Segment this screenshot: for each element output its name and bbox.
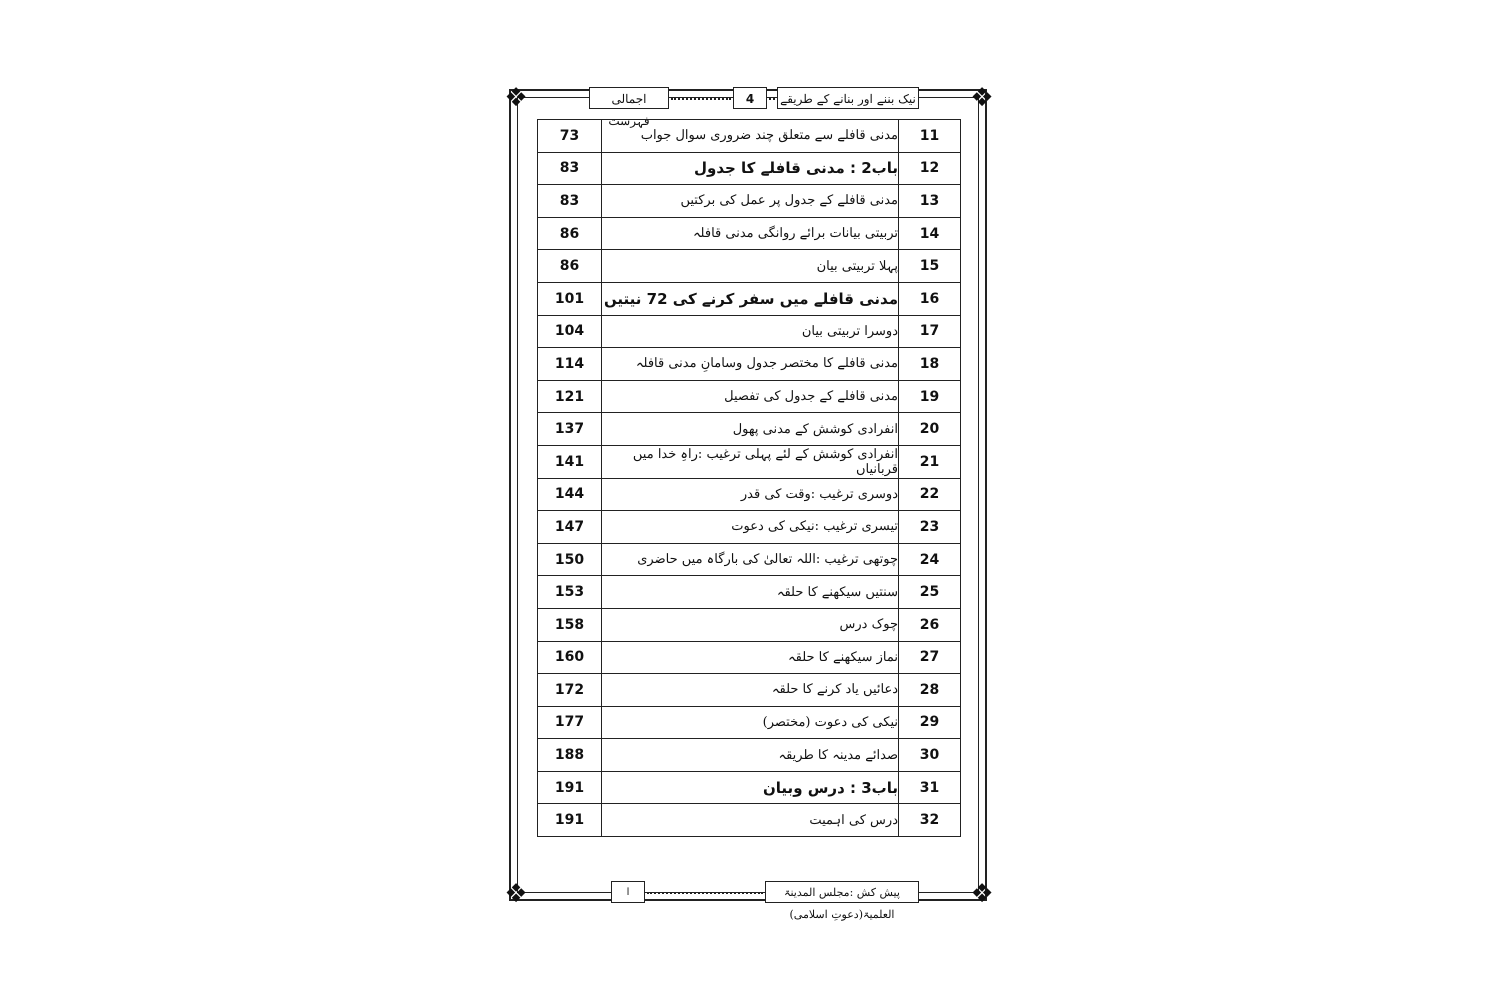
toc-row	[538, 152, 961, 185]
toc-title: صدائے مدینہ کا طریقہ	[602, 739, 899, 772]
toc-serial-number: 27	[899, 641, 961, 674]
toc-row	[538, 739, 961, 772]
toc-serial-number: 26	[899, 608, 961, 641]
book-page	[503, 83, 995, 921]
toc-title: مدنی قافلے کے جدول پر عمل کی برکتیں	[602, 185, 899, 218]
toc-serial-number: 21	[899, 445, 961, 478]
corner-ornament-icon: ❖	[504, 83, 528, 113]
toc-title: مدنی قافلے سے متعلق چند ضروری سوال جواب	[602, 120, 899, 153]
toc-serial-number: 30	[899, 739, 961, 772]
toc-page-number: 177	[538, 706, 602, 739]
toc-serial-number: 31	[899, 771, 961, 804]
toc-row	[538, 348, 961, 381]
toc-row	[538, 543, 961, 576]
toc-title: مدنی قافلے کا مختصر جدول وسامانِ مدنی قافلہ	[602, 348, 899, 381]
toc-page-number: 153	[538, 576, 602, 609]
page-header	[589, 87, 919, 128]
toc-page-number: 86	[538, 250, 602, 283]
toc-page-number: 150	[538, 543, 602, 576]
toc-page-number: 101	[538, 282, 602, 315]
toc-page-number: 83	[538, 185, 602, 218]
toc-page-number: 86	[538, 217, 602, 250]
toc-row	[538, 380, 961, 413]
footer-divider	[647, 892, 763, 894]
toc-serial-number: 22	[899, 478, 961, 511]
toc-serial-number: 15	[899, 250, 961, 283]
toc-page-number: 137	[538, 413, 602, 446]
header-divider	[671, 98, 731, 100]
page-footer	[589, 881, 919, 921]
toc-serial-number: 19	[899, 380, 961, 413]
toc-page-number: 121	[538, 380, 602, 413]
toc-title: انفرادی کوشش کے لئے پہلی ترغیب :راہِ خدا میں قربانیاں	[602, 445, 899, 478]
toc-title: نیکی کی دعوت (مختصر)	[602, 706, 899, 739]
header-divider	[769, 98, 775, 100]
toc-row	[538, 185, 961, 218]
toc-table	[537, 119, 961, 837]
section-label: اجمالی فہرست	[589, 87, 669, 109]
toc-page-number: 191	[538, 804, 602, 837]
toc-page-number: 160	[538, 641, 602, 674]
toc-page-number: 191	[538, 771, 602, 804]
toc-serial-number: 23	[899, 511, 961, 544]
corner-ornament-icon: ❖	[504, 879, 528, 909]
toc-serial-number: 12	[899, 152, 961, 185]
toc-title: تیسری ترغیب :نیکی کی دعوت	[602, 511, 899, 544]
toc-title: چوتھی ترغیب :اللہ تعالیٰ کی بارگاہ میں حاضری	[602, 543, 899, 576]
toc-serial-number: 13	[899, 185, 961, 218]
toc-row	[538, 608, 961, 641]
toc-row	[538, 282, 961, 315]
toc-page-number: 114	[538, 348, 602, 381]
toc-serial-number: 32	[899, 804, 961, 837]
toc-serial-number: 14	[899, 217, 961, 250]
corner-ornament-icon: ❖	[970, 879, 994, 909]
toc-serial-number: 25	[899, 576, 961, 609]
toc-title: دوسرا تربیتی بیان	[602, 315, 899, 348]
toc-serial-number: 18	[899, 348, 961, 381]
toc-serial-number: 28	[899, 674, 961, 707]
toc-row	[538, 120, 961, 153]
toc-title: نماز سیکھنے کا حلقہ	[602, 641, 899, 674]
toc-serial-number: 29	[899, 706, 961, 739]
toc-row	[538, 576, 961, 609]
toc-serial-number: 20	[899, 413, 961, 446]
toc-page-number: 144	[538, 478, 602, 511]
toc-title: دعائیں یاد کرنے کا حلقہ	[602, 674, 899, 707]
toc-title: سنتیں سیکھنے کا حلقہ	[602, 576, 899, 609]
toc-title: باب3 : درس وبیان	[602, 771, 899, 804]
toc-row	[538, 445, 961, 478]
toc-title: پہلا تربیتی بیان	[602, 250, 899, 283]
toc-page-number: 147	[538, 511, 602, 544]
toc-serial-number: 17	[899, 315, 961, 348]
toc-row	[538, 804, 961, 837]
toc-title: چوک درس	[602, 608, 899, 641]
toc-page-number: 104	[538, 315, 602, 348]
toc-page-number: 188	[538, 739, 602, 772]
toc-row	[538, 315, 961, 348]
header-page-number: 4	[733, 87, 767, 109]
toc-row	[538, 674, 961, 707]
toc-row	[538, 250, 961, 283]
footer-page-number: ا	[611, 881, 645, 903]
toc-row	[538, 641, 961, 674]
toc-serial-number: 11	[899, 120, 961, 153]
toc-serial-number: 16	[899, 282, 961, 315]
toc-row	[538, 771, 961, 804]
toc-row	[538, 413, 961, 446]
toc-title: دوسری ترغیب :وقت کی قدر	[602, 478, 899, 511]
toc-row	[538, 706, 961, 739]
toc-page-number: 158	[538, 608, 602, 641]
toc-row	[538, 217, 961, 250]
toc-title: مدنی قافلے میں سفر کرنے کی 72 نیتیں	[602, 282, 899, 315]
toc-serial-number: 24	[899, 543, 961, 576]
toc-title: تربیتی بیانات برائے روانگی مدنی قافلہ	[602, 217, 899, 250]
toc-title: مدنی قافلے کے جدول کی تفصیل	[602, 380, 899, 413]
book-title: نیک بننے اور بنانے کے طریقے	[777, 87, 919, 109]
toc-title: انفرادی کوشش کے مدنی پھول	[602, 413, 899, 446]
corner-ornament-icon: ❖	[970, 83, 994, 113]
toc-page-number: 141	[538, 445, 602, 478]
toc-page-number: 172	[538, 674, 602, 707]
toc-page-number: 83	[538, 152, 602, 185]
publisher-label: پیش کش :مجلس المدینۃ العلمیۃ(دعوتِ اسلامی)	[765, 881, 919, 903]
toc-title: باب2 : مدنی قافلے کا جدول	[602, 152, 899, 185]
toc-row	[538, 478, 961, 511]
toc-page-number: 73	[538, 120, 602, 153]
toc-row	[538, 511, 961, 544]
toc-title: درس کی اہمیت	[602, 804, 899, 837]
